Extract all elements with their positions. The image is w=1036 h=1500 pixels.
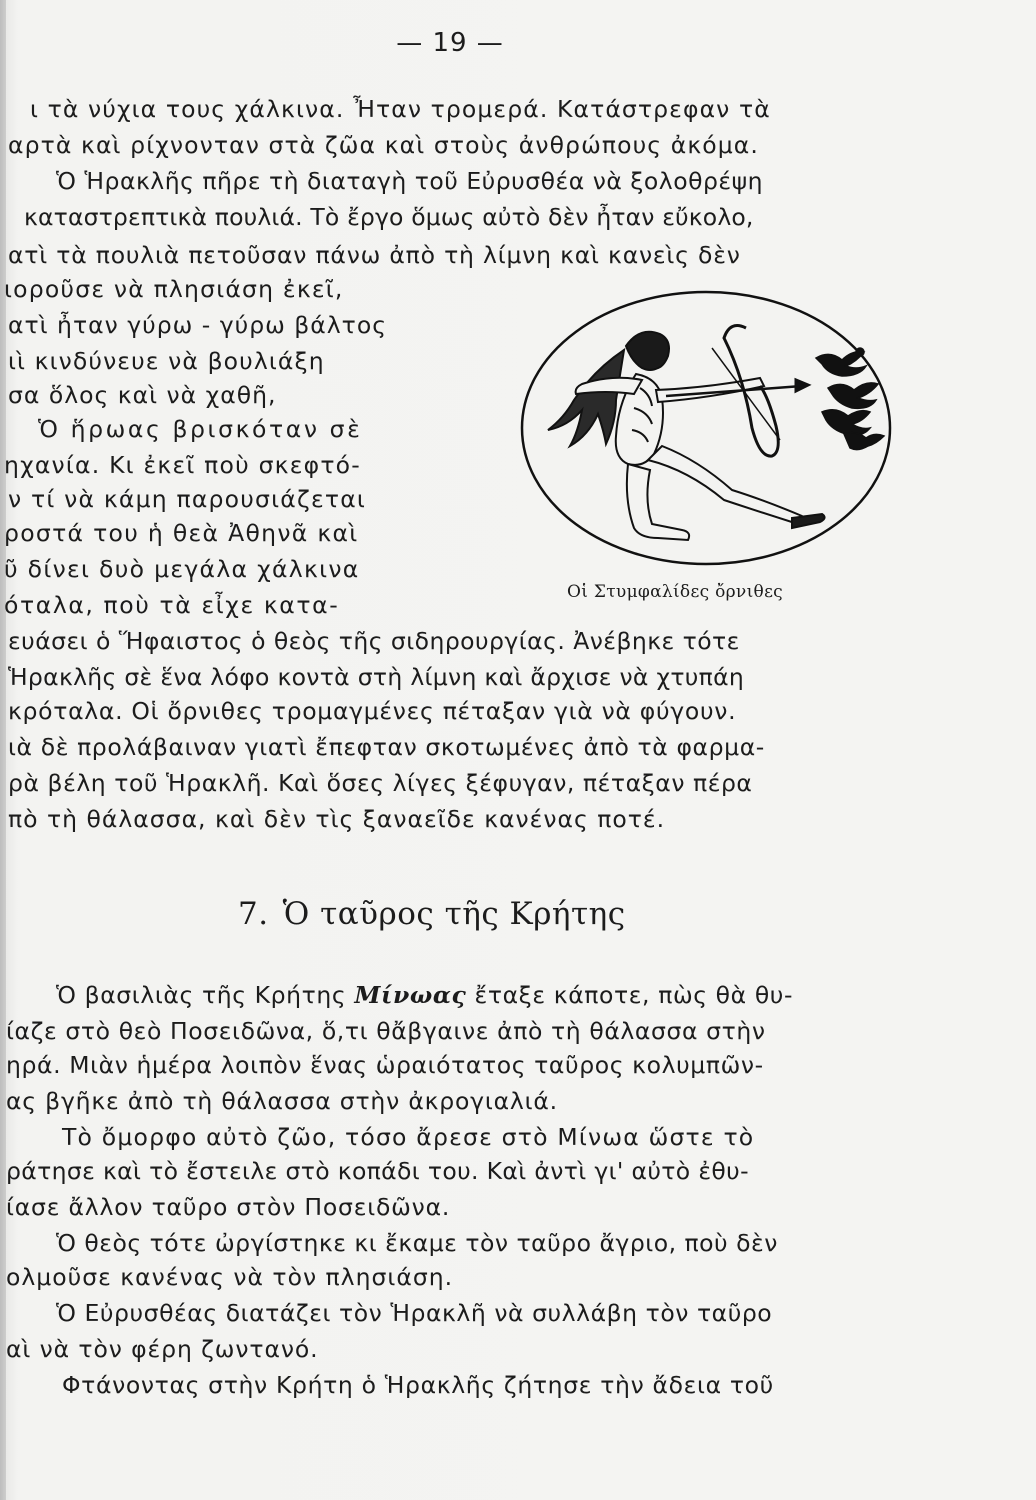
text-line: Ὁ ἥρωας βρισκόταν σὲ (38, 415, 363, 443)
text-line: Τὸ ὄμορφο αὐτὸ ζῶο, τόσο ἄρεσε στὸ Μίνωα ὥστε τὸ (62, 1123, 755, 1151)
text-line: ιὰ δὲ προλάβαιναν γιατὶ ἔπεφταν σκοτωμένες ἀπὸ τὰ φαρμα- (8, 733, 765, 761)
section-number: 7. (238, 896, 269, 932)
text-line: πὸ τὴ θάλασσα, καὶ δὲν τὶς ξαναεῖδε κανένας ποτέ. (8, 805, 666, 833)
text-line: Φτάνοντας στὴν Κρήτη ὁ Ἡρακλῆς ζήτησε τὴν ἄδεια τοῦ (62, 1371, 774, 1399)
text-line: ιοροῦσε νὰ πλησιάση ἐκεῖ, (4, 275, 344, 303)
text-line: ι τὰ νύχια τους χάλκινα. Ἦταν τρομερά. Κατάστρεφαν τὰ (30, 95, 771, 123)
text-line: ας βγῆκε ἀπὸ τὴ θάλασσα στὴν ἀκρογιαλιά. (6, 1087, 558, 1115)
section-title: Ὁ ταῦρος τῆς Κρήτης (282, 896, 626, 932)
text-line: Ὁ Ἡρακλῆς πῆρε τὴ διαταγὴ τοῦ Εὐρυσθέα νὰ ξολοθρέψη (56, 167, 763, 195)
text-line: κρόταλα. Οἱ ὄρνιθες τρομαγμένες πέταξαν γιὰ νὰ φύγουν. (8, 697, 737, 725)
text-line: ράτησε καὶ τὸ ἔστειλε στὸ κοπάδι του. Καὶ ἀντὶ γι' αὐτὸ ἐθυ- (6, 1157, 749, 1185)
text-line: Ὁ θεὸς τότε ὠργίστηκε κι ἔκαμε τὸν ταῦρο ἄγριο, ποὺ δὲν (56, 1229, 778, 1257)
text-line: ν τί νὰ κάμη παρουσιάζεται (8, 485, 367, 513)
text-line: αὶ νὰ τὸν φέρη ζωντανό. (6, 1335, 319, 1363)
section-heading (238, 896, 626, 932)
text-line: ηχανία. Κι ἐκεῖ ποὺ σκεφτό- (4, 451, 361, 479)
stymphalian-birds-illustration (516, 288, 896, 578)
text-line: ίαζε στὸ θεὸ Ποσειδῶνα, ὅ,τι θἄβγαινε ἀπὸ τὴ θάλασσα στὴν (6, 1017, 766, 1045)
text-line: ιὶ κινδύνευε νὰ βουλιάξη (8, 347, 325, 375)
text-line: ατὶ τὰ πουλιὰ πετοῦσαν πάνω ἀπὸ τὴ λίμνη καὶ κανεὶς δὲν (8, 241, 741, 269)
text-line: καταστρεπτικὰ πουλιά. Τὸ ἔργο ὅμως αὐτὸ δὲν ἦταν εὔκολο, (24, 203, 754, 231)
text-line: Ἡρακλῆς σὲ ἕνα λόφο κοντὰ στὴ λίμνη καὶ ἄρχισε νὰ χτυπάη (8, 663, 745, 691)
text-line: όταλα, ποὺ τὰ εἶχε κατα- (4, 591, 340, 619)
text-line: ολμοῦσε κανένας νὰ τὸν πλησιάση. (6, 1263, 454, 1291)
text-line: ροστά του ἡ θεὰ Ἀθηνᾶ καὶ (4, 519, 359, 547)
text-line: σα ὅλος καὶ νὰ χαθῆ, (8, 381, 277, 409)
text-line: ίασε ἄλλον ταῦρο στὸν Ποσειδῶνα. (6, 1193, 451, 1221)
text-line: αρτὰ καὶ ρίχνονταν στὰ ζῶα καὶ στοὺς ἀνθρώπους ἀκόμα. (8, 131, 759, 159)
text-line: ευάσει ὁ Ἥφαιστος ὁ θεὸς τῆς σιδηρουργίας. Ἀνέβηκε τότε (8, 627, 740, 655)
text-line: Ὁ Εὐρυσθέας διατάζει τὸν Ἡρακλῆ νὰ συλλάβη τὸν ταῦρο (56, 1299, 773, 1327)
page-number: — 19 — (396, 28, 504, 58)
text-line: ηρά. Μιὰν ἡμέρα λοιπὸν ἕνας ὡραιότατος ταῦρος κολυμπῶν- (6, 1051, 764, 1079)
illustration-caption: Οἱ Στυμφαλίδες ὄρνιθες (567, 582, 783, 602)
text-line: ατὶ ἦταν γύρω - γύρω βάλτος (8, 311, 387, 339)
text-line: Ὁ βασιλιὰς τῆς Κρήτης Μίνωας ἔταξε κάποτε, πὼς θὰ θυ- (56, 981, 794, 1009)
text-line: ρὰ βέλη τοῦ Ἡρακλῆ. Καὶ ὅσες λίγες ξέφυγαν, πέταξαν πέρα (8, 769, 753, 797)
text-line: ῦ δίνει δυὸ μεγάλα χάλκινα (4, 555, 360, 583)
king-name: Μίνωας (354, 981, 467, 1009)
